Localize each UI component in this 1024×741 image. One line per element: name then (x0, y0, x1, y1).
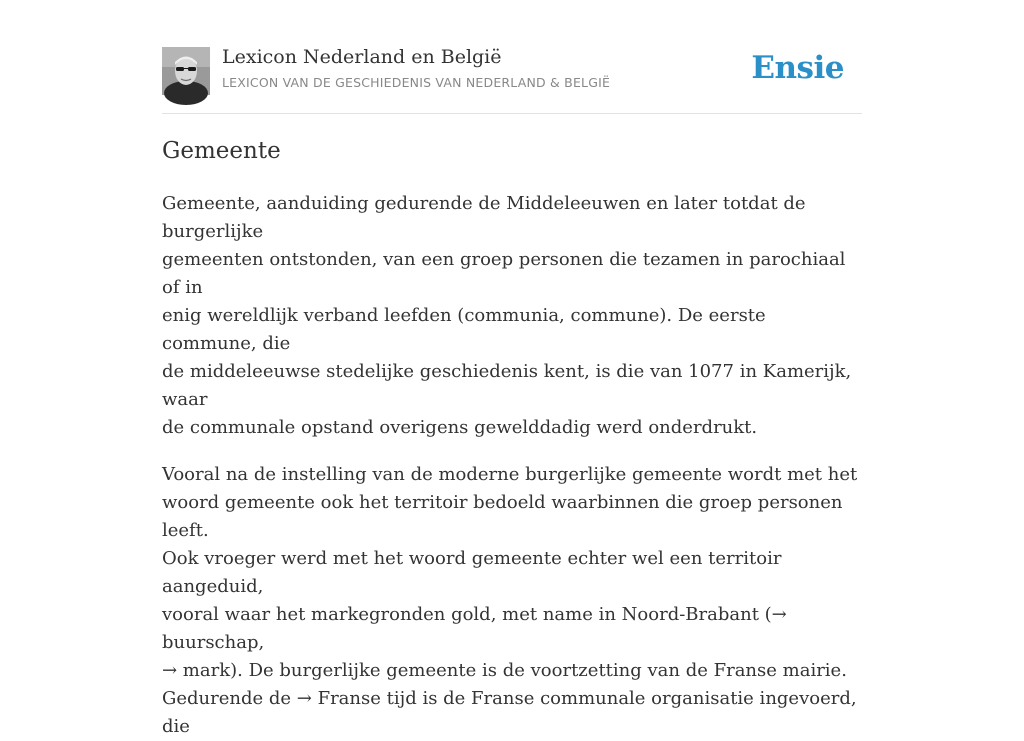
page-container (162, 0, 862, 737)
article-paragraph: Vooral na de instelling van de moderne burgerlijke gemeente wordt met het woord gemeente ook het territoir bedoeld waarbinnen die groep personen leeft. Ook vroeger werd met het woord gemeente echter wel een territoir aangeduid, vooral waar het markegronden gold, met name in Noord-Brabant (→ buurschap, → mark). De burgerlijke gemeente is de voortzetting van de Franse mairie. Gedurende de → Franse tijd is de Franse communale organisatie ingevoerd, die (162, 464, 858, 737)
source-name-link[interactable]: Lexicon Nederland en België (222, 46, 502, 68)
article-body (162, 190, 862, 741)
page-title: Gemeente (162, 138, 281, 164)
author-avatar[interactable] (162, 47, 210, 95)
ensie-logo[interactable]: Ensie (751, 50, 844, 86)
article-paragraph: Gemeente, aanduiding gedurende de Middeleeuwen en later totdat de burgerlijke gemeenten ontstonden, van een groep personen die tezamen in parochiaal of in enig wereldlijk verband leefden (communia, commune). De eerste commune, die de middeleeuwse stedelijke geschiedenis kent, is die van 1077 in Kamerijk, waar de communale opstand overigens gewelddadig werd onderdrukt. (162, 193, 852, 438)
source-header (162, 0, 862, 114)
avatar-icon (162, 47, 210, 95)
source-subtitle: LEXICON VAN DE GESCHIEDENIS VAN NEDERLAND & BELGIË (222, 75, 611, 90)
